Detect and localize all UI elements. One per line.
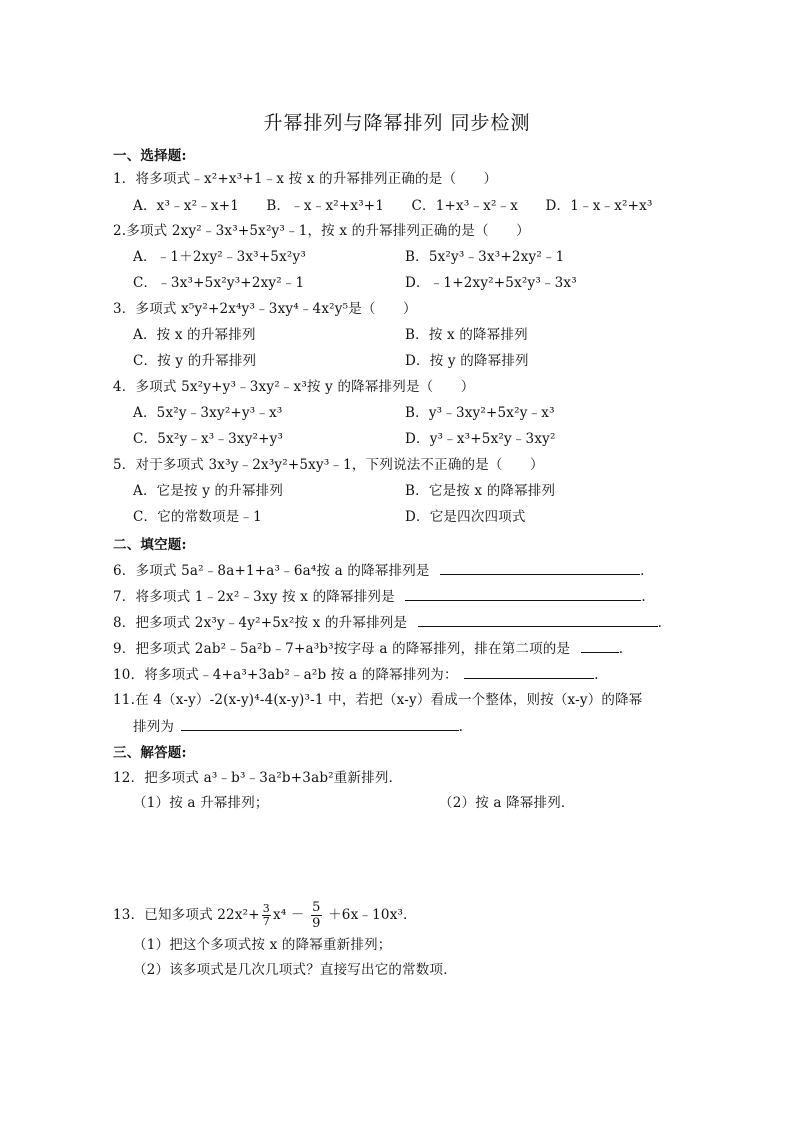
q3-stem: 3．多项式 x⁵y²+2x⁴y³﹣3xy⁴﹣4x²y⁵是（ ）: [113, 301, 417, 317]
q4-option-d: D．y³﹣x³+5x²y﹣3xy²: [405, 431, 556, 447]
q7-period: .: [641, 589, 646, 605]
q5-option-d: D．它是四次四项式: [405, 509, 526, 525]
q9-line: [113, 639, 623, 658]
q13-text-mid: x⁴ －: [273, 907, 305, 923]
q6-period: .: [640, 563, 645, 579]
q3-options-row2: [133, 352, 529, 370]
q10-text: 10．将多项式﹣4+a³+3ab²﹣a²b 按 a 的降幂排列为：: [113, 667, 458, 683]
q1-stem: 1．将多项式﹣x²+x³+1﹣x 按 x 的升幂排列正确的是（ ）: [113, 171, 498, 187]
q8-period: .: [657, 615, 663, 631]
q3-option-a: A．按 x 的升幂排列: [133, 327, 256, 343]
q4-option-a: A．5x²y﹣3xy²+y³﹣x³: [133, 405, 283, 421]
q2-options-row1: [133, 248, 565, 266]
q13-fraction1-numerator: 3: [262, 902, 270, 915]
q8-text: 8．把多项式 2x³y﹣4y²+5x²按 x 的升幂排列是: [113, 615, 408, 631]
q5-option-c: C．它的常数项是﹣1: [133, 509, 262, 525]
q2-option-c: C．﹣3x³+5x²y³+2xy²﹣1: [133, 275, 305, 291]
q10-period: .: [594, 667, 599, 683]
q10-answer-blank[interactable]: [464, 665, 594, 679]
q4-option-b: B．y³﹣3xy²+5x²y﹣x³: [405, 405, 555, 421]
q13-fraction-5-9: [311, 900, 321, 931]
q13-stem: [113, 900, 417, 931]
q12-stem: 12．把多项式 a³﹣b³﹣3a²b+3ab²重新排列．: [113, 770, 403, 786]
section-heading-solve: 三、解答题:: [113, 745, 187, 761]
q2-option-a: A．﹣1＋2xy²﹣3x³+5x²y³: [133, 249, 306, 265]
q2-option-b: B．5x²y³﹣3x³+2xy²﹣1: [405, 249, 565, 265]
q5-option-a: A．它是按 y 的升幂排列: [133, 483, 284, 499]
q4-options-row1: [133, 404, 555, 422]
q7-answer-blank[interactable]: [405, 587, 641, 601]
q3-option-d: D．按 y 的降幂排列: [405, 353, 529, 369]
q12-parts: [133, 794, 575, 812]
q9-period: .: [618, 641, 624, 657]
q8-answer-blank[interactable]: [418, 613, 658, 627]
q11-line2: [133, 717, 463, 736]
q4-stem: 4．多项式 5x²y+y³﹣3xy²﹣x³按 y 的降幂排列是（ ）: [113, 379, 475, 395]
q5-stem: 5．对于多项式 3x³y﹣2x³y²+5xy³﹣1，下列说法不正确的是（ ）: [113, 457, 544, 473]
page-title: 升幂排列与降幂排列 同步检测: [263, 112, 531, 134]
q2-options-row2: [133, 274, 577, 292]
section-heading-fill: 二、填空题:: [113, 537, 187, 553]
q13-text-pre: 13．已知多项式 22x²+: [113, 907, 260, 923]
q4-option-c: C．5x²y﹣x³﹣3xy²+y³: [133, 431, 284, 447]
q2-option-d: D．﹣1+2xy²+5x²y³﹣3x³: [405, 275, 577, 291]
q6-line: [113, 561, 645, 580]
q12-part2: （2）按 a 降幂排列．: [439, 795, 575, 811]
q13-fraction1-denominator: 7: [262, 915, 270, 928]
q6-answer-blank[interactable]: [440, 561, 640, 575]
q9-text: 9．把多项式 2ab²﹣5a²b﹣7+a³b³按字母 a 的降幂排列，排在第二项的是: [113, 641, 571, 657]
q6-text: 6．多项式 5a²﹣8a+1+a³﹣6a⁴按 a 的降幂排列是: [113, 563, 430, 579]
q13-part1: （1）把这个多项式按 x 的降幂重新排列；: [133, 937, 392, 953]
section-heading-choice: 一、选择题:: [113, 148, 187, 164]
q13-fraction-3-7: [262, 903, 271, 928]
q3-option-c: C．按 y 的升幂排列: [133, 353, 257, 369]
q10-line: [113, 665, 599, 684]
q13-part2: （2）该多项式是几次几项式？直接写出它的常数项．: [133, 962, 457, 978]
q13-text-post: ＋6x﹣10x³．: [328, 907, 417, 923]
q7-text: 7．将多项式 1﹣2x²﹣3xy 按 x 的降幂排列是: [113, 589, 395, 605]
q3-option-b: B．按 x 的降幂排列: [405, 327, 528, 343]
q11-line1: 11.在 4（x-y）-2(x-y)⁴-4(x-y)³-1 中，若把（x-y）看成一个整体，则按（x-y）的降幂: [113, 692, 643, 708]
q5-options-row1: [133, 482, 556, 500]
q13-fraction2-denominator: 9: [312, 916, 321, 931]
q12-part1: （1）按 a 升幂排列；: [133, 795, 269, 811]
q3-options-row1: [133, 326, 528, 344]
q9-answer-blank[interactable]: [581, 639, 619, 653]
q5-options-row2: [133, 508, 526, 526]
q2-stem: 2.多项式 2xy²﹣3x³+5x²y³﹣1，按 x 的升幂排列正确的是（ ）: [113, 223, 530, 239]
q5-option-b: B．它是按 x 的降幂排列: [405, 483, 556, 499]
q7-line: [113, 587, 646, 606]
q4-options-row2: [133, 430, 556, 448]
q11-period: .: [458, 719, 464, 735]
q13-fraction2-numerator: 5: [312, 900, 321, 915]
q1-options: A．x³﹣x²﹣x+1 B．﹣x﹣x²+x³+1 C．1+x³﹣x²﹣x D．1﹣x﹣x²+x³: [133, 198, 653, 214]
q11-text: 排列为: [133, 719, 175, 735]
q8-line: [113, 613, 662, 632]
q11-answer-blank[interactable]: [181, 717, 459, 731]
